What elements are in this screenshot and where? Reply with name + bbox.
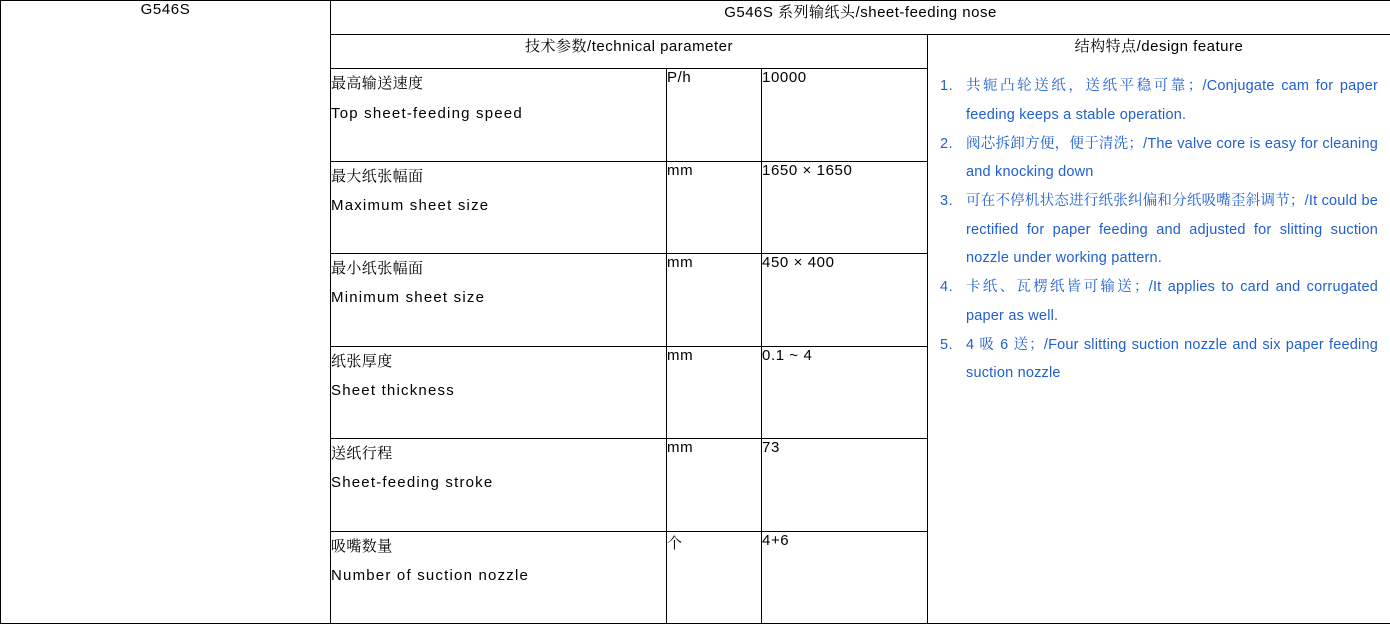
parameter-name-cell <box>331 439 667 531</box>
design-feature-header-cell <box>928 35 1390 624</box>
parameter-unit-cell: mm <box>667 254 762 346</box>
parameter-unit-cell: 个 <box>667 531 762 623</box>
series-title-cell: G546S 系列输纸头/sheet-feeding nose <box>331 1 1390 35</box>
parameter-name-cn: 送纸行程 <box>331 445 393 463</box>
parameter-unit-cell: P/h <box>667 69 762 161</box>
parameter-name-cn: 最小纸张幅面 <box>331 260 424 278</box>
list-item <box>940 130 1378 187</box>
list-item <box>940 187 1378 273</box>
parameter-name-cell <box>331 161 667 253</box>
model-name-cell: G546S <box>1 1 331 624</box>
parameter-name-cn: 吸嘴数量 <box>331 537 393 555</box>
design-feature-list <box>928 66 1390 392</box>
parameter-name-en: Maximum sheet size <box>331 197 490 215</box>
parameter-name-en: Top sheet-feeding speed <box>331 104 523 122</box>
parameter-name-en: Minimum sheet size <box>331 289 486 307</box>
parameter-name-cn: 最高输送速度 <box>331 75 424 93</box>
table-row-header-title <box>1 1 1390 35</box>
parameter-value-cell: 10000 <box>762 69 928 161</box>
parameter-name-cell <box>331 69 667 161</box>
feature-number: 2. <box>940 135 954 152</box>
feature-text: 可在不停机状态进行纸张纠偏和分纸吸嘴歪斜调节；/It could be rectified for paper feeding and adjusted for slitting suction nozzle under working pattern. <box>966 192 1379 267</box>
feature-text: 卡纸、瓦楞纸皆可输送；/It applies to card and corrugated paper as well. <box>966 279 1379 324</box>
feature-number: 1. <box>940 78 954 95</box>
parameter-value-cell: 73 <box>762 439 928 531</box>
parameter-value-cell: 450 × 400 <box>762 254 928 346</box>
parameter-value-cell: 1650 × 1650 <box>762 161 928 253</box>
parameter-value-cell: 4+6 <box>762 531 928 623</box>
feature-number: 4. <box>940 279 954 296</box>
parameter-name-cell <box>331 531 667 623</box>
design-feature-header-label: 结构特点/design feature <box>1074 38 1244 56</box>
parameter-value-cell: 0.1 ~ 4 <box>762 346 928 438</box>
feature-number: 5. <box>940 336 954 353</box>
list-item <box>940 72 1378 129</box>
parameter-name-cell <box>331 254 667 346</box>
feature-text: 4 吸 6 送；/Four slitting suction nozzle and six paper feeding suction nozzle <box>966 336 1379 382</box>
parameter-name-en: Number of suction nozzle <box>331 566 530 584</box>
parameter-name-en: Sheet-feeding stroke <box>331 474 494 492</box>
list-item <box>940 273 1378 330</box>
parameter-name-cn: 最大纸张幅面 <box>331 167 424 185</box>
parameter-name-en: Sheet thickness <box>331 381 455 399</box>
feature-text: 阀芯拆卸方便，便于清洗；/The valve core is easy for cleaning and knocking down <box>966 135 1379 181</box>
technical-parameter-header: 技术参数/technical parameter <box>331 35 928 69</box>
parameter-name-cn: 纸张厚度 <box>331 352 393 370</box>
parameter-name-cell <box>331 346 667 438</box>
list-item <box>940 331 1378 388</box>
feature-number: 3. <box>940 192 954 209</box>
parameter-unit-cell: mm <box>667 161 762 253</box>
parameter-unit-cell: mm <box>667 439 762 531</box>
parameter-unit-cell: mm <box>667 346 762 438</box>
feature-text: 共轭凸轮送纸，送纸平稳可靠；/Conjugate cam for paper feeding keeps a stable operation. <box>966 78 1379 123</box>
